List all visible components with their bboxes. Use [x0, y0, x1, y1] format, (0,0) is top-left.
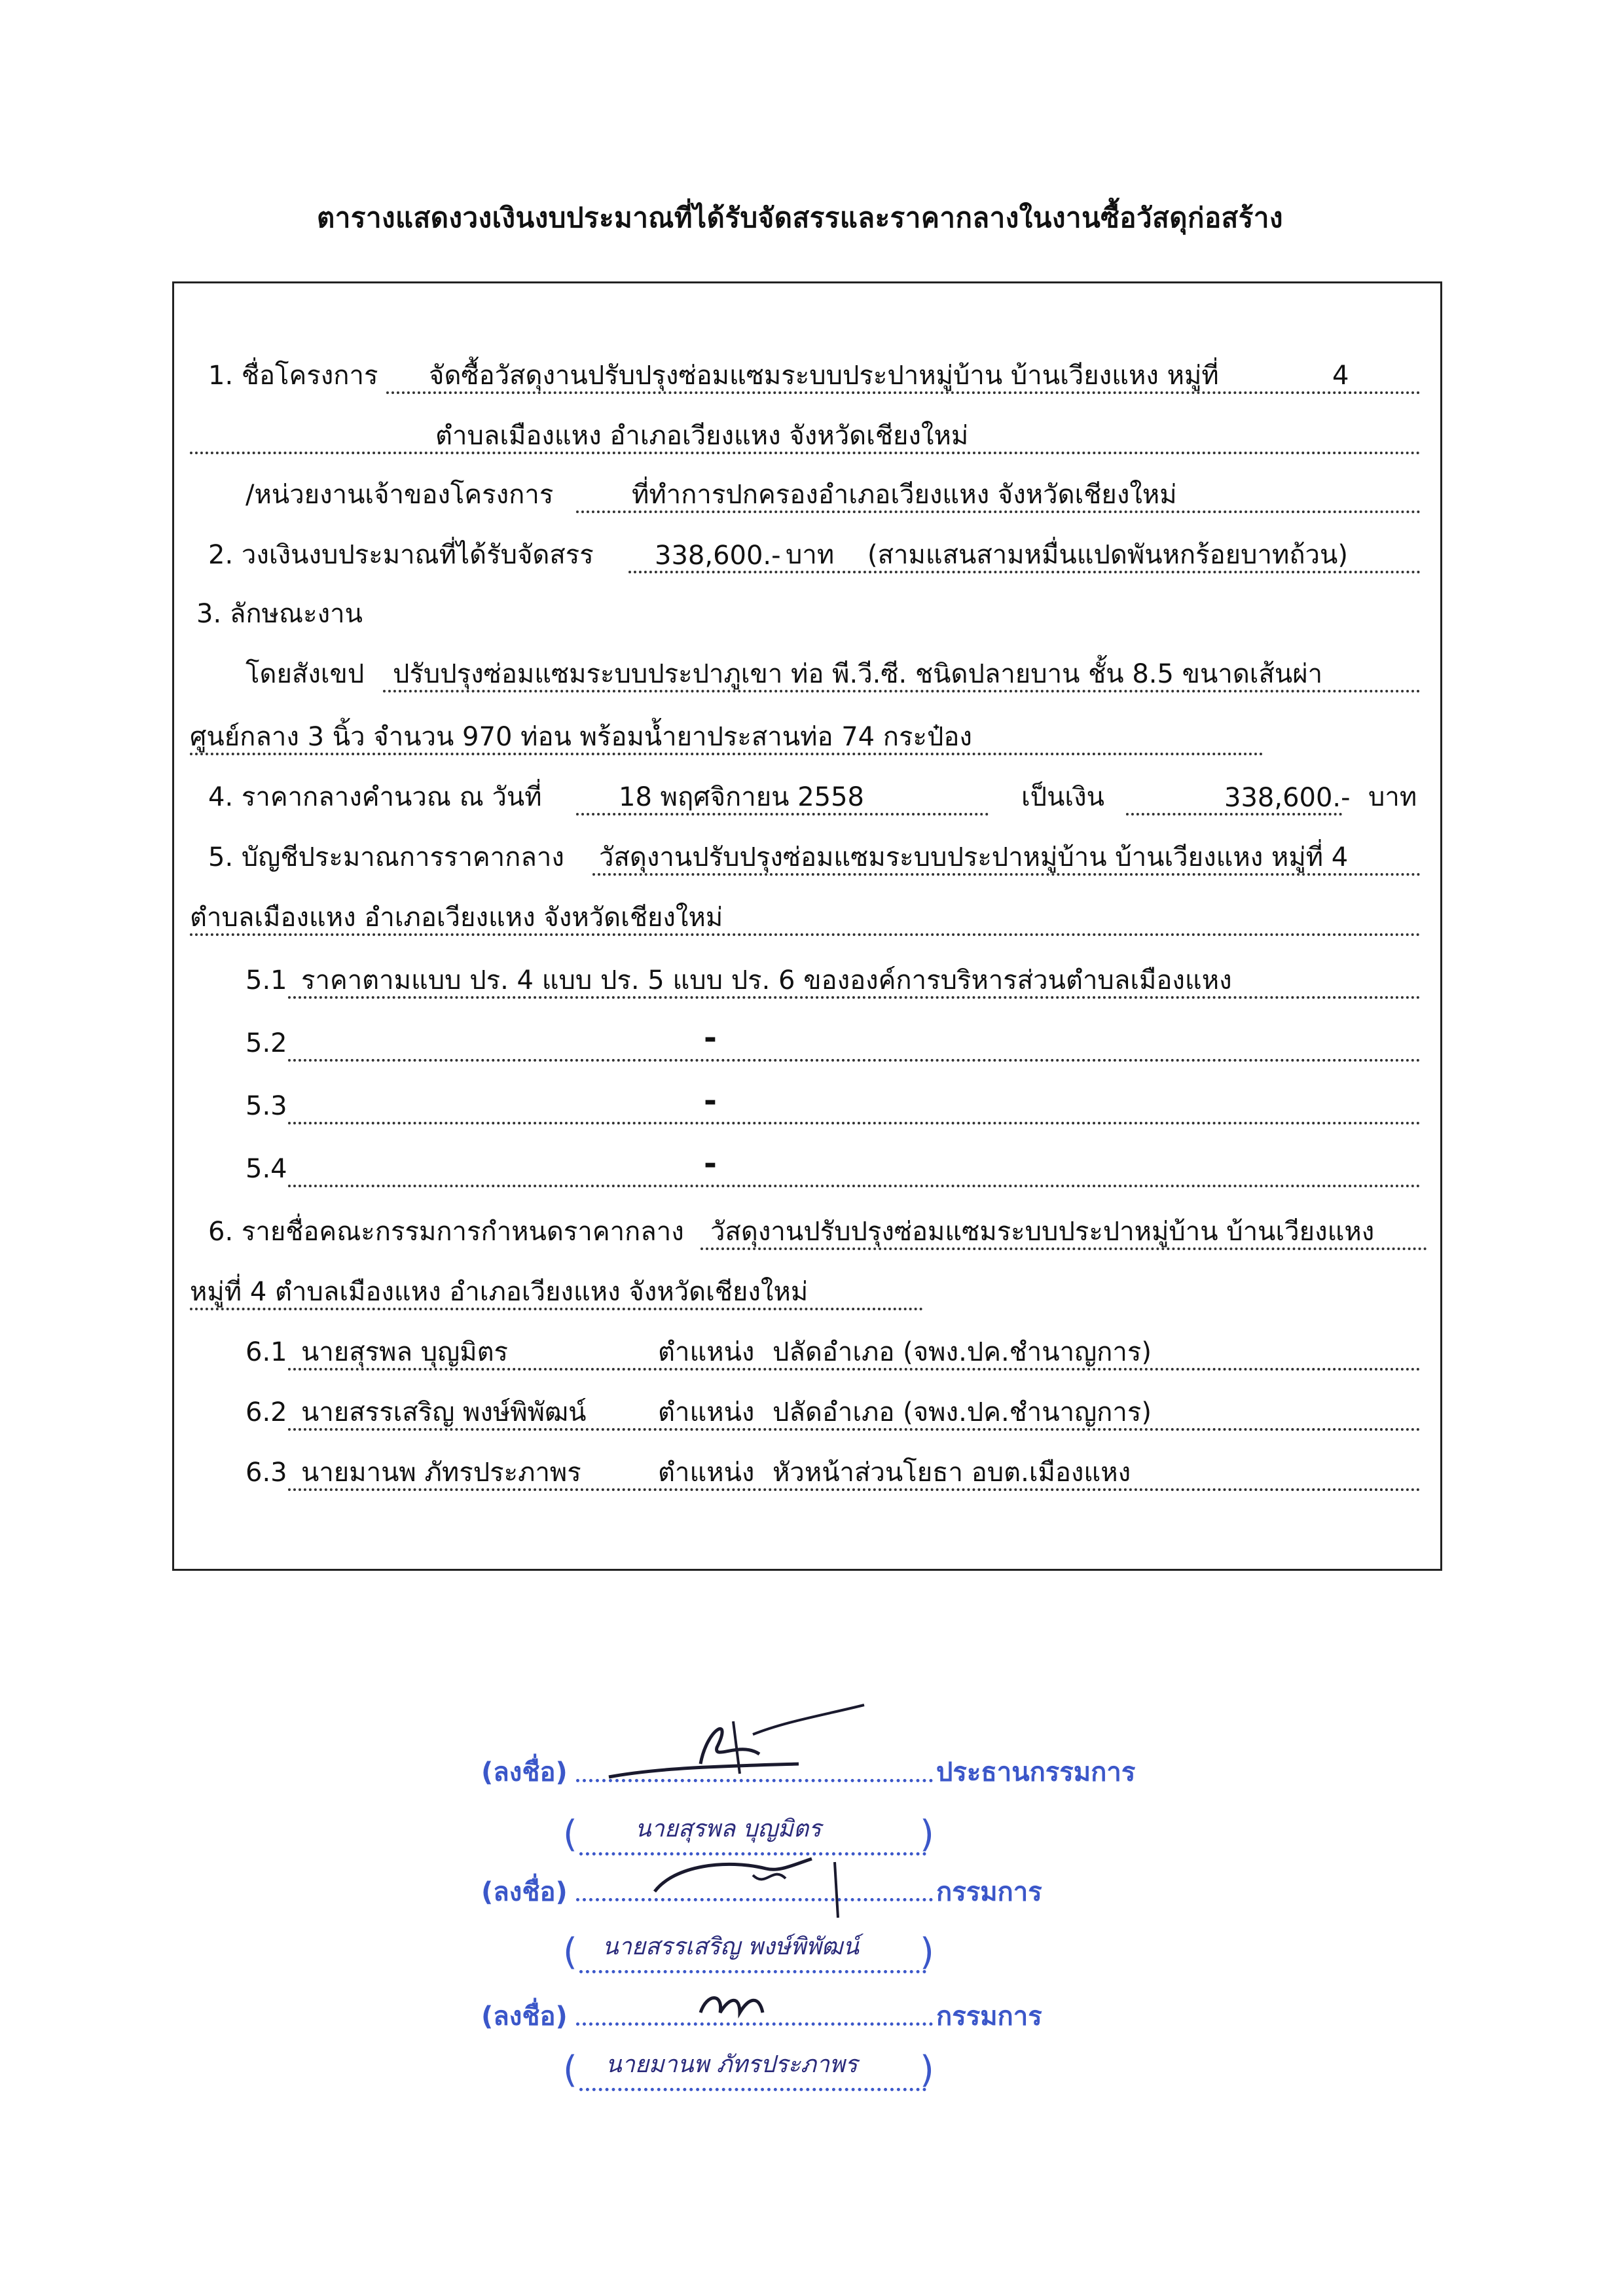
- item2-unit: บาท: [786, 540, 835, 570]
- paren-open-2: (: [563, 1931, 577, 1973]
- page-title: ตารางแสดงวงเงินงบประมาณที่ได้รับจัดสรรและราคากลางในงานซื้อวัสดุก่อสร้าง: [317, 202, 1283, 234]
- item4-unit: บาท: [1368, 782, 1417, 812]
- item5-3-dash: -: [704, 1083, 717, 1119]
- item6-1-num: 6.1: [245, 1337, 287, 1367]
- name-dotted-line-3: [579, 2088, 926, 2091]
- item4-amount: 338,600.-: [1224, 783, 1351, 813]
- item6-1-position: ปลัดอำเภอ (จพง.ปค.ชำนาญการ): [773, 1337, 1152, 1367]
- item3-summary-line1: ปรับปรุงซ่อมแซมระบบประปาภูเขา ท่อ พี.วี.ซี. ชนิดปลายบาน ชั้น 8.5 ขนาดเส้นผ่า: [393, 659, 1323, 689]
- item1-moo: 4: [1332, 361, 1349, 391]
- item5-1-dotted-line: [288, 996, 1421, 999]
- item5-4-num: 5.4: [245, 1154, 287, 1184]
- sign-role-1: ประธานกรรมการ: [936, 1757, 1136, 1787]
- item6-3-num: 6.3: [245, 1458, 287, 1488]
- item6-2-num: 6.2: [245, 1397, 287, 1427]
- paren-open-1: (: [563, 1813, 577, 1856]
- item5-2-dash: -: [704, 1020, 717, 1056]
- item5-3-dotted-line: [288, 1122, 1421, 1124]
- item6-3-name: นายมานพ ภัทรประภาพร: [301, 1458, 581, 1488]
- item5-dotted-line-2: [190, 933, 1421, 936]
- handwritten-name-2: นายสรรเสริญ พงษ์พิพัฒน์: [602, 1933, 859, 1960]
- item5-2-num: 5.2: [245, 1028, 287, 1058]
- item6-3-pos-label: ตำแหน่ง: [658, 1458, 755, 1488]
- handwritten-name-1: นายสุรพล บุญมิตร: [635, 1816, 822, 1842]
- paren-close-3: ): [920, 2049, 934, 2091]
- signature-1: [602, 1702, 877, 1787]
- item1-label: 1. ชื่อโครงการ: [208, 361, 378, 391]
- item1-agency-label: /หน่วยงานเจ้าของโครงการ: [245, 480, 554, 510]
- item5-value-line1: วัสดุงานปรับปรุงซ่อมแซมระบบประปาหมู่บ้าน บ้านเวียงแหง หมู่ที่ 4: [599, 842, 1349, 872]
- signature-2: [648, 1852, 864, 1924]
- item6-1-pos-label: ตำแหน่ง: [658, 1337, 755, 1367]
- item6-dotted-line-1: [700, 1247, 1427, 1250]
- item3-dotted-line-2: [190, 753, 1264, 755]
- item1-location: ตำบลเมืองแหง อำเภอเวียงแหง จังหวัดเชียงใหม่: [435, 421, 969, 451]
- sign-label-2: (ลงชื่อ): [481, 1877, 568, 1907]
- sign-label-1: (ลงชื่อ): [481, 1757, 568, 1787]
- item4-amount-label: เป็นเงิน: [1021, 782, 1104, 812]
- item1-agency-value: ที่ทำการปกครองอำเภอเวียงแหง จังหวัดเชียงใหม่: [632, 480, 1177, 510]
- handwritten-name-3: นายมานพ ภัทรประภาพร: [606, 2051, 858, 2078]
- item6-2-pos-label: ตำแหน่ง: [658, 1397, 755, 1427]
- item6-1-dotted-line: [288, 1368, 1421, 1371]
- item5-1-num: 5.1: [245, 965, 287, 996]
- item2-label: 2. วงเงินงบประมาณที่ได้รับจัดสรร: [208, 540, 594, 570]
- item4-dotted-line-amount: [1126, 813, 1342, 816]
- item2-amount: 338,600.-: [655, 541, 781, 571]
- item6-label: 6. รายชื่อคณะกรรมการกำหนดราคากลาง: [208, 1217, 684, 1247]
- paren-close-2: ): [920, 1931, 934, 1973]
- item5-3-num: 5.3: [245, 1091, 287, 1121]
- item6-2-dotted-line: [288, 1428, 1421, 1431]
- item4-label: 4. ราคากลางคำนวณ ณ วันที่: [208, 782, 542, 812]
- item2-words: (สามแสนสามหมื่นแปดพันหกร้อยบาทถ้วน): [867, 540, 1348, 570]
- item6-1-name: นายสุรพล บุญมิตร: [301, 1337, 509, 1367]
- item6-2-position: ปลัดอำเภอ (จพง.ปค.ชำนาญการ): [773, 1397, 1152, 1427]
- paren-close-1: ): [920, 1813, 934, 1856]
- item6-3-dotted-line: [288, 1488, 1421, 1491]
- item6-3-position: หัวหน้าส่วนโยธา อบต.เมืองแหง: [773, 1458, 1131, 1488]
- item1-dotted-line-2: [190, 452, 1421, 454]
- item1-dotted-line-1: [386, 391, 1421, 394]
- item3-summary-line2: ศูนย์กลาง 3 นิ้ว จำนวน 970 ท่อน พร้อมน้ำยาประสานท่อ 74 กระป๋อง: [190, 722, 972, 752]
- item3-summary-label: โดยสังเขป: [245, 659, 365, 689]
- signature-3: [694, 1983, 792, 2029]
- sign-role-2: กรรมการ: [936, 1877, 1042, 1907]
- item3-label: 3. ลักษณะงาน: [196, 599, 363, 629]
- item5-4-dash: -: [704, 1145, 717, 1182]
- item5-label: 5. บัญชีประมาณการราคากลาง: [208, 842, 564, 872]
- item5-value-line2: ตำบลเมืองแหง อำเภอเวียงแหง จังหวัดเชียงใหม่: [190, 903, 723, 933]
- item4-date: 18 พฤศจิกายน 2558: [619, 782, 864, 812]
- item5-2-dotted-line: [288, 1059, 1421, 1062]
- item3-dotted-line-1: [383, 690, 1421, 692]
- sign-role-3: กรรมการ: [936, 2001, 1042, 2032]
- item1-dotted-line-3: [576, 511, 1421, 513]
- item4-dotted-line-date: [576, 813, 989, 816]
- item6-value-line1: วัสดุงานปรับปรุงซ่อมแซมระบบประปาหมู่บ้าน บ้านเวียงแหง: [710, 1217, 1375, 1247]
- paren-open-3: (: [563, 2049, 577, 2091]
- item5-dotted-line-1: [592, 873, 1421, 876]
- item6-value-line2: หมู่ที่ 4 ตำบลเมืองแหง อำเภอเวียงแหง จังหวัดเชียงใหม่: [190, 1277, 809, 1307]
- item5-1-text: ราคาตามแบบ ปร. 4 แบบ ปร. 5 แบบ ปร. 6 ขององค์การบริหารส่วนตำบลเมืองแหง: [301, 965, 1232, 996]
- item2-dotted-line: [628, 571, 1421, 573]
- item1-project-name: จัดซื้อวัสดุงานปรับปรุงซ่อมแซมระบบประปาหมู่บ้าน บ้านเวียงแหง หมู่ที่: [429, 361, 1219, 391]
- item5-4-dotted-line: [288, 1185, 1421, 1187]
- sign-label-3: (ลงชื่อ): [481, 2001, 568, 2032]
- item6-dotted-line-2: [190, 1308, 923, 1310]
- item6-2-name: นายสรรเสริญ พงษ์พิพัฒน์: [301, 1397, 587, 1427]
- name-dotted-line-2: [579, 1970, 926, 1973]
